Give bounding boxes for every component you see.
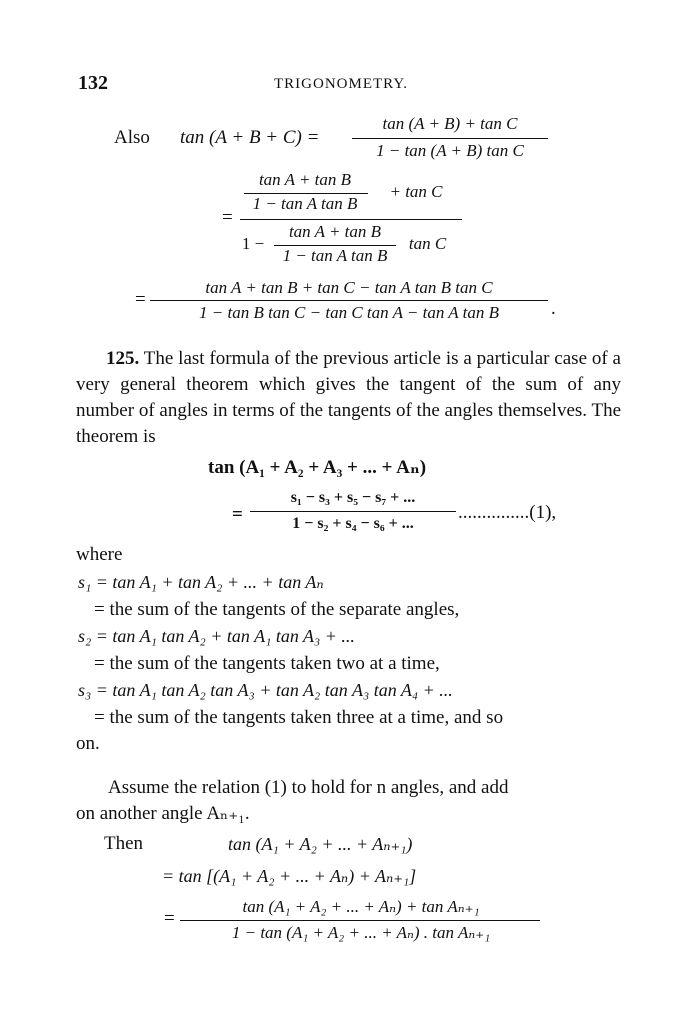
tan-sum-lhs: tan (A + B + C) = [180,127,320,148]
eq2-top-denominator: 1 − tan A tan B [252,194,358,213]
s1-definition: s₁ = tan A₁ + tan A₂ + ... + tan Aₙ [78,572,324,592]
theorem-fraction-bar [250,511,456,512]
eq2-bottom-one: 1 − [241,234,265,253]
eq3-numerator: tan A + tan B + tan C − tan A tan B tan C [205,278,493,297]
eq2-top-numerator: tan A + tan B [258,170,352,189]
also-label: Also [114,127,150,148]
s2-definition: s₂ = tan A₁ tan A₂ + tan A₁ tan A₃ + ... [78,626,355,646]
induction-numerator: tan (A₁ + A₂ + ... + Aₙ) + tan Aₙ₊₁ [242,897,480,916]
eq2-bottom-numerator: tan A + tan B [288,222,382,241]
eq2-bottom-tail: tan C [408,234,447,253]
eq1-numerator: tan (A + B) + tan C [382,114,518,133]
eq3-period: . [551,298,556,319]
theorem-equals: = [232,504,243,525]
section-paragraph [76,346,621,450]
page-number: 132 [78,72,108,94]
s3-description: = the sum of the tangents taken three at a time, and so [94,707,504,728]
then-lhs: tan (A₁ + A₂ + ... + Aₙ₊₁) [228,834,413,854]
theorem-denominator: 1 − s₂ + s₄ − s₆ + ... [292,515,414,532]
eq1-denominator: 1 − tan (A + B) tan C [376,141,524,160]
eq2-main-bar [240,219,462,220]
equation-tag-1: ...............(1), [458,502,557,523]
theorem-numerator: s₁ − s₃ + s₅ − s₇ + ... [290,489,416,506]
eq1-fraction-bar [352,138,548,139]
eq2-top-tail: + tan C [389,182,443,201]
eq3-equals: = [135,289,146,310]
eq2-bottom-denominator: 1 − tan A tan B [282,246,388,265]
theorem-lhs: tan (A₁ + A₂ + A₃ + ... + Aₙ) [208,457,427,478]
section-number: 125. [106,348,140,369]
where-label: where [76,544,123,565]
then-label: Then [104,833,144,854]
induction-step-2: = tan [(A₁ + A₂ + ... + Aₙ) + Aₙ₊₁] [162,866,417,886]
s3-continuation: on. [76,733,100,754]
assume-line-2: on another angle Aₙ₊₁. [76,803,250,824]
induction-denominator: 1 − tan (A₁ + A₂ + ... + Aₙ) . tan Aₙ₊₁ [231,923,491,942]
eq2-equals: = [222,207,233,228]
s1-description: = the sum of the tangents of the separate angles, [94,599,460,620]
s2-description: = the sum of the tangents taken two at a time, [94,653,440,674]
section-text: The last formula of the previous article is a particular case of a very general theorem which gives the tangent of the sum of any number of angles in terms of the tangents of the angles themselves. The theorem is [76,348,621,447]
induction-fraction-bar [180,920,540,921]
running-title: TRIGONOMETRY. [274,76,408,92]
induction-equals: = [164,908,175,929]
eq3-fraction-bar [150,300,548,301]
eq3-denominator: 1 − tan B tan C − tan C tan A − tan A tan B [199,303,499,322]
s3-definition: s₃ = tan A₁ tan A₂ tan A₃ + tan A₂ tan A₃ tan A₄ + ... [78,680,453,700]
assume-line-1: Assume the relation (1) to hold for n angles, and add [108,777,509,798]
